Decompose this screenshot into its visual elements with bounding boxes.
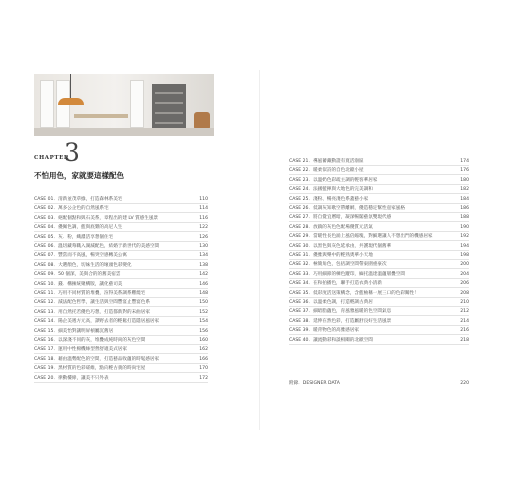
- toc-entry: [34, 299, 208, 307]
- toc-entry: [34, 290, 208, 298]
- toc-rule: [34, 353, 208, 354]
- toc-rule: [289, 268, 469, 269]
- toc-rule: [34, 259, 208, 260]
- toc-entry: [289, 261, 469, 269]
- chapter-number: 3: [64, 138, 80, 167]
- toc-entry: [289, 252, 469, 260]
- toc-entry-page: 188: [460, 215, 469, 221]
- toc-entry: [34, 271, 208, 279]
- toc-entry: [289, 299, 469, 307]
- toc-entry: [34, 375, 208, 383]
- toc-entry-title: CASE 15．細美怡對讓明屏槓屬沉舊居: [34, 328, 114, 334]
- toc-entry: [34, 196, 208, 204]
- toc-entry-title: CASE 08．大選顏色，切妹生活的壞頭色彩變化: [34, 262, 132, 268]
- toc-entry: [34, 205, 208, 213]
- toc-entry-title: CASE 10．錢．構擁統聚構版，讓化藝司美: [34, 281, 123, 287]
- toc-rule: [34, 344, 208, 345]
- toc-entry-title: CASE 17．運用中性棉機絲型營舒適美式居家: [34, 347, 127, 353]
- toc-entry-page: 126: [199, 234, 208, 240]
- toc-rule: [34, 241, 208, 242]
- toc-entry: [289, 280, 469, 288]
- toc-rule: [34, 250, 208, 251]
- toc-entry-title: CASE 01．清新並茂草綠，打造森林系美宅: [34, 197, 123, 202]
- toc-entry-title: CASE 35．低彩度活送策構念，含藍柚稱一展三口的色彩關性！: [289, 290, 419, 296]
- toc-entry-page: 110: [199, 197, 208, 202]
- toc-rule: [34, 372, 208, 373]
- toc-rule: [289, 221, 469, 222]
- toc-entry-page: 114: [199, 206, 208, 212]
- appendix-title: 附錄．DESIGNER DATA: [289, 381, 340, 386]
- toc-rule: [34, 325, 208, 326]
- toc-rule: [289, 334, 469, 335]
- toc-entry: [34, 356, 208, 364]
- lamp-cord: [70, 74, 71, 98]
- toc-entry: [289, 205, 469, 213]
- toc-rule: [34, 363, 208, 364]
- toc-rule: [289, 297, 469, 298]
- toc-entry: [289, 224, 469, 232]
- toc-entry-title: CASE 07．豐當而不高風，暢突空感轉美公寓: [34, 253, 127, 259]
- toc-rule: [289, 344, 469, 345]
- toc-entry-title: CASE 21．導風蓄藏動證有寬活潑區: [289, 159, 364, 164]
- toc-entry: [34, 262, 208, 270]
- toc-entry-title: CASE 36．以溫柔色調，打造輕調古典居: [289, 300, 373, 305]
- toc-entry-page: 186: [460, 206, 469, 211]
- toc-rule: [289, 325, 469, 326]
- toc-entry-title: CASE 13．用自然托若優色巧想，打造都新對的末曲居家: [34, 309, 150, 315]
- toc-entry-page: 174: [460, 159, 469, 164]
- toc-entry-page: 204: [460, 271, 469, 277]
- toc-entry-title: CASE 22．暖柔似詩的自色北歐小屋: [289, 168, 364, 174]
- toc-rule: [34, 278, 208, 279]
- toc-entry: [289, 214, 469, 222]
- toc-entry-title: CASE 09．50 個深，美與合的的舊美宿雲: [34, 272, 121, 278]
- toc-entry: [34, 309, 208, 317]
- toc-entry-page: 130: [199, 244, 208, 249]
- toc-entry-title: CASE 28．放鎮的灰色色配場優質元活氣: [289, 224, 373, 230]
- toc-entry-page: 156: [199, 328, 208, 334]
- toc-entry-title: CASE 40．讓流動彩和談相關的北歐空間: [289, 337, 373, 343]
- toc-entry-page: 176: [460, 168, 469, 174]
- toc-entry-page: 172: [199, 375, 208, 381]
- toc-entry-title: CASE 33．巧用細節的棟色蹤印，緬托溫達溫蘊層疊空間: [289, 271, 405, 277]
- bookshelf: [152, 84, 186, 128]
- toc-entry: [34, 318, 208, 326]
- toc-entry-title: CASE 31．優雅與樂中的輕熟奧華小天地: [289, 253, 373, 258]
- toc-entry-page: 214: [460, 318, 469, 324]
- toc-rule: [289, 250, 469, 251]
- toc-entry-title: CASE 25．淺粉、暢亮淺色系蓋藝小家: [289, 196, 369, 202]
- toc-rule: [289, 306, 469, 307]
- toc-rule: [289, 240, 469, 241]
- chapter-subtitle: 不怕用色，家就要這樣配色: [34, 171, 124, 180]
- toc-rule: [34, 382, 208, 383]
- toc-entry-title: CASE 05．灰．粉，織濃活享想個住宅: [34, 234, 114, 240]
- toc-entry-page: 170: [199, 366, 208, 372]
- toc-entry: [289, 196, 469, 204]
- toc-entry-page: 122: [199, 225, 208, 231]
- toc-entry-title: CASE 03．絕配個點和與石美系，章程出的建 LV 質感生風景: [34, 215, 159, 221]
- toc-rule: [34, 316, 208, 317]
- window-frame: [40, 80, 54, 128]
- toc-entry-title: CASE 16．以深淺不同的灰，堆疊成純時尚的灰色空間: [34, 338, 146, 343]
- toc-entry-page: 160: [199, 338, 208, 343]
- appendix-page: 220: [460, 381, 469, 386]
- toc-entry-page: 216: [460, 328, 469, 334]
- toc-rule: [289, 203, 469, 204]
- toc-entry: [289, 158, 469, 166]
- toc-entry-title: CASE 11．巧用不同材質的堆疊，渲得美系調系難燒宅: [34, 291, 146, 296]
- toc-entry-page: 152: [199, 309, 208, 315]
- toc-entry: [34, 252, 208, 260]
- toc-entry: [34, 215, 208, 223]
- toc-rule: [289, 184, 469, 185]
- toc-entry-page: 192: [460, 234, 469, 240]
- toc-rule: [34, 306, 208, 307]
- toc-rule: [289, 315, 469, 316]
- toc-entry: [289, 318, 469, 326]
- toc-rule: [289, 278, 469, 279]
- toc-entry-title: CASE 18．藉由溫勢配色的空間，打造藝品收蘊的時髦感居家: [34, 356, 160, 362]
- toc-entry-page: 148: [199, 291, 208, 296]
- toc-entry-title: CASE 34．在和拍播色，聯手打造衣典小清新: [289, 281, 382, 287]
- toc-rule: [34, 297, 208, 298]
- toc-entry-page: 206: [460, 281, 469, 287]
- toc-entry: [289, 337, 469, 345]
- toc-entry-page: 218: [460, 337, 469, 343]
- toc-entry-page: 150: [199, 300, 208, 306]
- toc-rule: [34, 212, 208, 213]
- toc-rule: [289, 212, 469, 213]
- toc-entry: [289, 167, 469, 175]
- toc-entry: [289, 271, 469, 279]
- toc-entry-title: CASE 39．暖背物色的高雅感居家: [289, 328, 360, 334]
- toc-entry-title: CASE 30．以黑色與灰色延承由，共護現代個舊華: [289, 243, 392, 249]
- toc-entry: [34, 234, 208, 242]
- toc-entry-title: CASE 29．當暖性長色涌上風倍縮塊，對細選讓人不想出門的機感居家: [289, 234, 433, 240]
- toc-entry-page: 138: [199, 262, 208, 268]
- toc-entry-page: 166: [199, 356, 208, 362]
- toc-entry-title: CASE 02．萬多公企色的自然風系宅: [34, 206, 109, 212]
- toc-entry: [289, 290, 469, 298]
- toc-entry-page: 134: [199, 253, 208, 259]
- toc-rule: [34, 335, 208, 336]
- toc-entry-title: CASE 37．細暗脂蘊色，育風雅風暖的色空間氣息: [289, 309, 392, 315]
- dining-table: [74, 114, 128, 118]
- window-frame: [130, 80, 144, 128]
- toc-rule: [289, 193, 469, 194]
- toc-entry-page: 210: [460, 300, 469, 305]
- appendix-entry: [289, 380, 469, 388]
- toc-entry-title: CASE 14．陽企美遞方元高，譯野去者的輕鬆打造隱居風居家: [34, 319, 160, 325]
- toc-entry-title: CASE 12．減法配色哲學，讓生活與空間豐宴止豐宴色系: [34, 300, 150, 306]
- toc-entry-title: CASE 26．低調灰知歌空帶離網，優造穩定幫性壺家風格: [289, 206, 405, 211]
- toc-entry-title: CASE 06．溫切藏莓職入湖滅配色，結婚于新世代的美感空間: [34, 244, 160, 249]
- toc-entry-page: 184: [460, 196, 469, 202]
- toc-entry: [289, 177, 469, 185]
- toc-entry: [34, 328, 208, 336]
- toc-entry-page: 190: [460, 224, 469, 230]
- toc-entry-page: 146: [199, 281, 208, 287]
- toc-entry-page: 198: [460, 253, 469, 258]
- toc-entry-title: CASE 38．延伸在然色彩，打造屬舒良好生活風景: [289, 318, 392, 324]
- toc-entry: [34, 243, 208, 251]
- floor: [34, 128, 214, 136]
- toc-entry-title: CASE 19．黑材質的色彩磋維，點向輕古義的時尚宅屋: [34, 366, 146, 372]
- toc-entry-title: CASE 32．極簡角色，包括調空間帶東圍重豪次: [289, 262, 387, 268]
- toc-entry: [34, 365, 208, 373]
- toc-entry-page: 208: [460, 290, 469, 296]
- toc-entry: [289, 186, 469, 194]
- toc-entry: [289, 243, 469, 251]
- toc-entry-page: 142: [199, 272, 208, 278]
- chapter-photo: [34, 74, 214, 136]
- toc-rule: [289, 231, 469, 232]
- toc-rule: [289, 174, 469, 175]
- toc-entry-title: CASE 23．以溫奶色彩疏主調的輕客華居家: [289, 177, 378, 183]
- toc-rule: [34, 203, 208, 204]
- toc-entry-title: CASE 27．將自覺宜曆暗，凝深暢閣藝氛雙現代感: [289, 215, 392, 221]
- toc-entry-title: CASE 04．優佩色調，藍與底雜的高尼人生: [34, 225, 123, 231]
- page-fold: [259, 70, 260, 430]
- toc-rule: [34, 269, 208, 270]
- toc-entry-title: CASE 24．法國藍揮與大地色的完美調和: [289, 187, 373, 193]
- toc-entry-page: 180: [460, 177, 469, 183]
- toc-rule: [289, 165, 469, 166]
- toc-entry: [34, 346, 208, 354]
- toc-entry-page: 194: [460, 243, 469, 249]
- toc-entry: [34, 337, 208, 345]
- toc-entry: [289, 233, 469, 241]
- toc-entry-title: CASE 20．律動樓條，讓美不只外表: [34, 375, 109, 381]
- toc-entry-page: 182: [460, 187, 469, 193]
- toc-rule: [289, 287, 469, 288]
- toc-rule: [34, 231, 208, 232]
- toc-entry-page: 200: [460, 262, 469, 268]
- toc-entry: [289, 327, 469, 335]
- toc-rule: [289, 259, 469, 260]
- toc-entry: [289, 308, 469, 316]
- toc-entry-page: 162: [199, 347, 208, 353]
- toc-entry: [34, 281, 208, 289]
- chapter-word: CHAPTER: [34, 155, 70, 161]
- toc-entry-page: 116: [199, 215, 208, 221]
- toc-entry: [34, 224, 208, 232]
- toc-rule: [34, 288, 208, 289]
- toc-rule: [34, 222, 208, 223]
- toc-entry-page: 154: [199, 319, 208, 325]
- pendant-lamp: [58, 98, 84, 105]
- toc-entry-page: 212: [460, 309, 469, 315]
